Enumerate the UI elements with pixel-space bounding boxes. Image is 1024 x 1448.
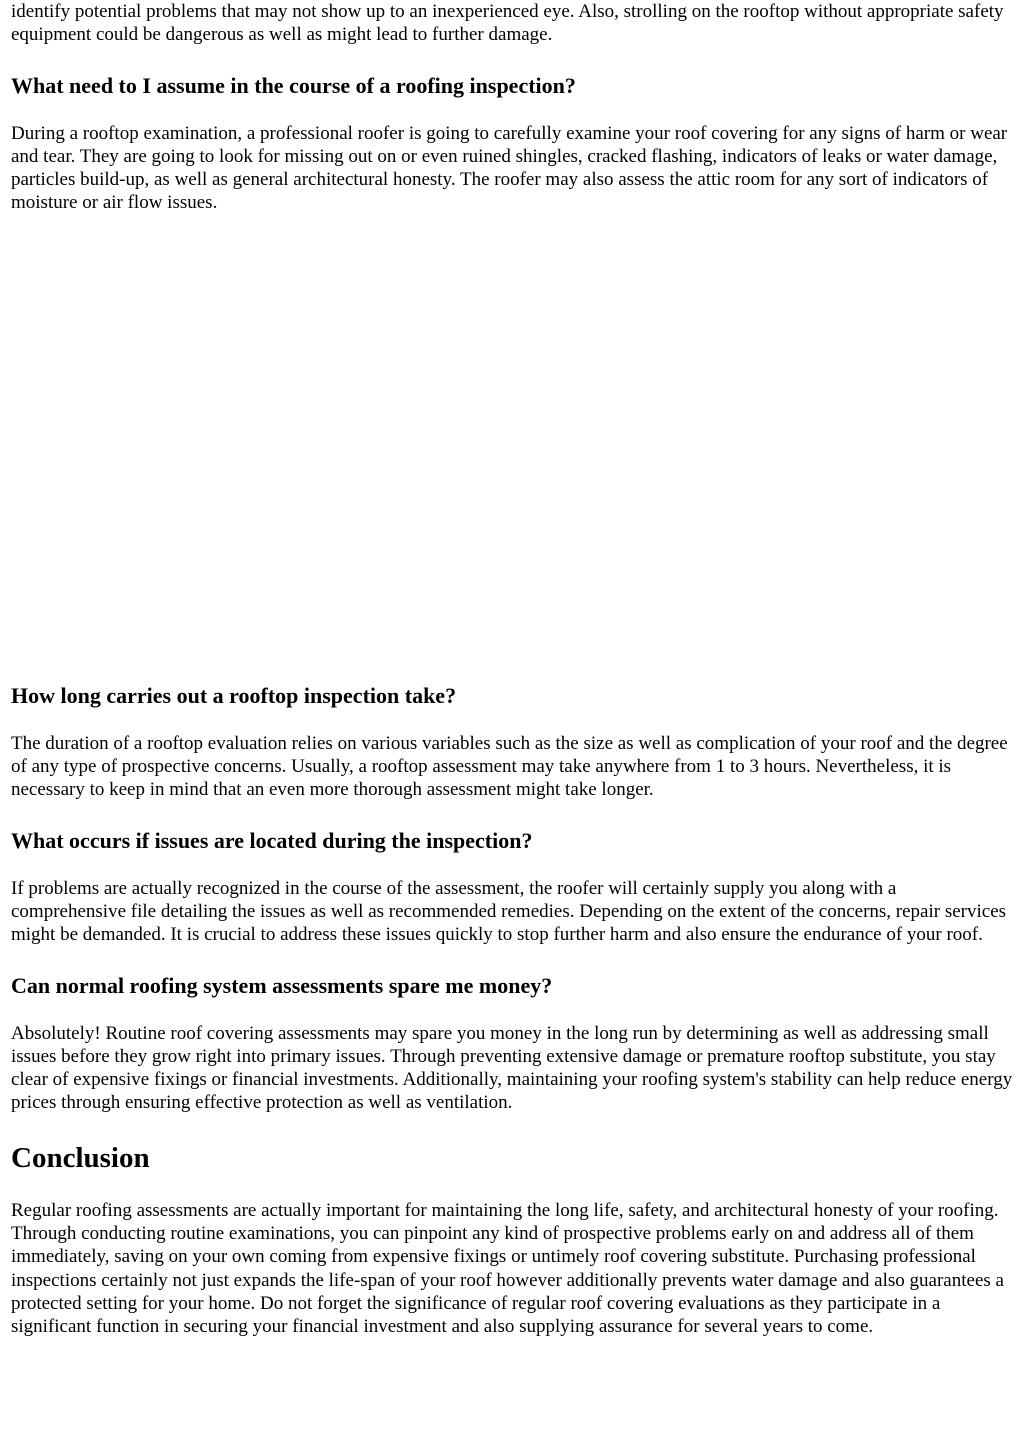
heading-save-money: Can normal roofing system assessments spare me money? (11, 972, 553, 998)
heading-what-to-expect: What need to I assume in the course of a roofing inspection? (11, 72, 576, 98)
paragraph-what-to-expect: During a rooftop examination, a professional roofer is going to carefully examine your roof covering for any signs of harm or wear and tear. They are going to look for missing out on or even ruined shingles, cracked flashing, indicators of leaks or water damage, particles build-up, as well as general architectural honesty. The roofer may also assess the attic room for any sort of indicators of moisture or air flow issues. (11, 122, 1008, 214)
intro-paragraph: identify potential problems that may not show up to an inexperienced eye. Also, strolling on the rooftop without appropriate safety equipment could be dangerous as well as might lead to further damage. (11, 1, 1004, 46)
heading-inspection-duration: How long carries out a rooftop inspection take? (11, 682, 457, 708)
paragraph-issues-found: If problems are actually recognized in the course of the assessment, the roofer will certainly supply you along with a comprehensive file detailing the issues as well as recommended remedies. Depending on the extent of the concerns, repair services might be demanded. It is crucial to address these issues quickly to stop further harm and also ensure the endurance of your roof. (11, 877, 1007, 946)
article (11, 0, 1016, 1339)
paragraph-inspection-duration: The duration of a rooftop evaluation relies on various variables such as the size as well as complication of your roof and the degree of any type of prospective concerns. Usually, a rooftop assessment may take anywhere from 1 to 3 hours. Nevertheless, it is necessary to keep in mind that an even more thorough assessment might take longer. (11, 732, 1008, 801)
paragraph-save-money: Absolutely! Routine roof covering assessments may spare you money in the long run by determining as well as addressing small issues before they grow right into primary issues. Through preventing extensive damage or premature rooftop substitute, you stay clear of expensive fixings or financial investments. Additionally, maintaining your roofing system's stability can help reduce energy prices through ensuring effective protection as well as ventilation. (11, 1022, 1013, 1114)
paragraph-conclusion: Regular roofing assessments are actually important for maintaining the long life, safety, and architectural honesty of your roofing. Through conducting routine examinations, you can pinpoint any kind of prospective problems early on and address all of them immediately, saving on your own coming from expensive fixings or untimely roof covering substitute. Purchasing professional inspections certainly not just expands the life-span of your roof however additionally prevents water damage and also guarantees a protected setting for your home. Do not forget the significance of regular roof covering evaluations as they participate in a significant function in securing your financial investment and also supplying assurance for several years to come. (11, 1199, 1004, 1338)
empty-image-area (11, 215, 1016, 682)
heading-conclusion: Conclusion (11, 1141, 150, 1174)
heading-issues-found: What occurs if issues are located during the inspection? (11, 827, 533, 853)
